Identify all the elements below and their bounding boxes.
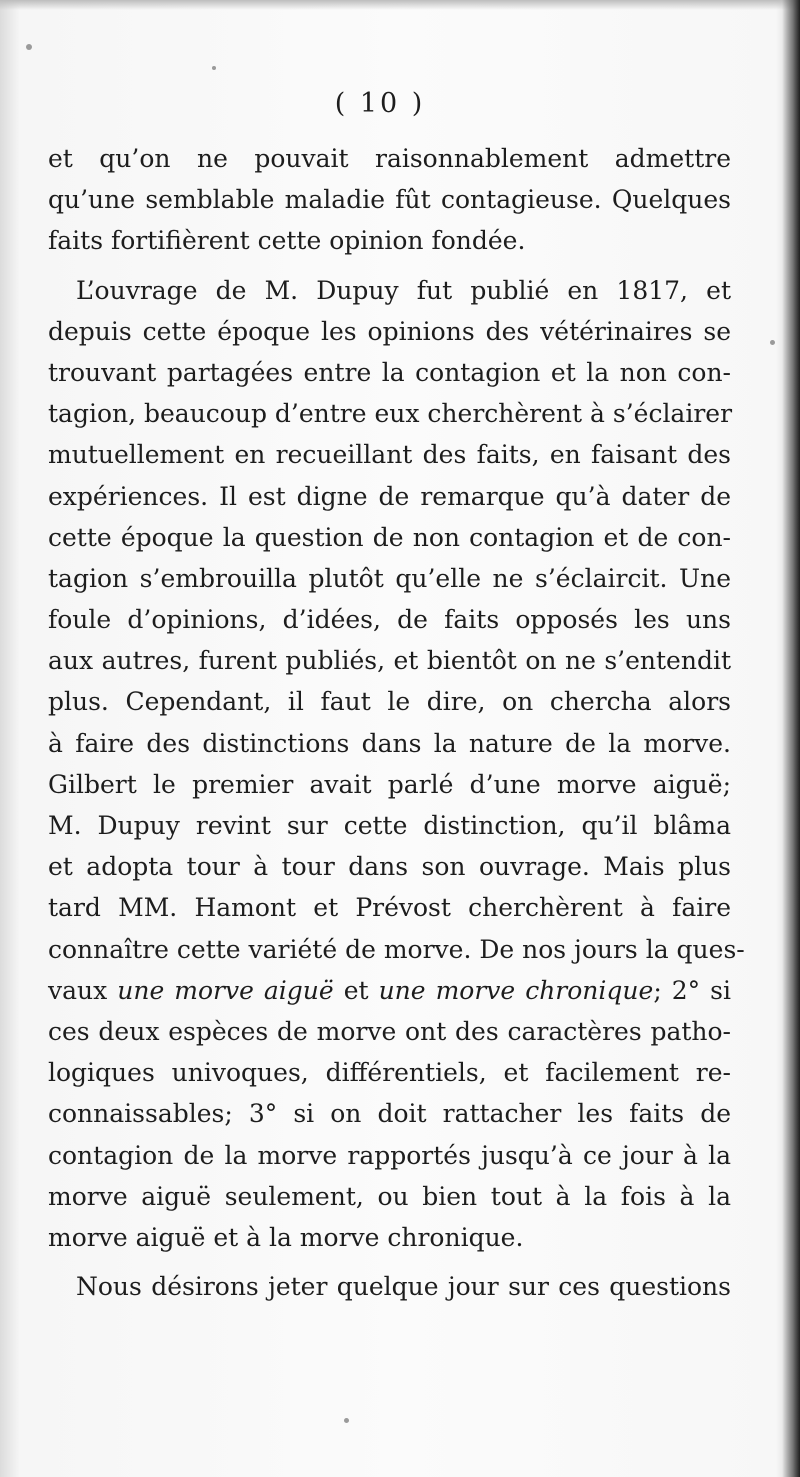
text-line: et qu’on ne pouvait raisonnablement admettre <box>48 144 731 173</box>
text-line: morve aiguë seulement, ou bien tout à la fois à la <box>48 1181 731 1211</box>
italic-term: une morve aiguë <box>117 975 334 1005</box>
text-line: tagion, beaucoup d’entre eux cherchèrent à s’éclairer <box>48 399 733 429</box>
text-line: contagion de la morve rapportés jusqu’à ce jour à la <box>48 1140 731 1170</box>
text-line: morve aiguë et à la morve chronique. <box>48 1222 524 1252</box>
paper-speck <box>344 1418 349 1423</box>
paper-speck <box>770 340 775 345</box>
text-line: faits fortifièrent cette opinion fondée. <box>48 226 526 256</box>
text-line: à faire des distinctions dans la nature de la morve. <box>48 728 731 758</box>
text-line: connaître cette variété de morve. De nos jours la ques- <box>48 934 745 964</box>
text-line: L’ouvrage de M. Dupuy fut publié en 1817, et <box>76 275 731 305</box>
text-line: foule d’opinions, d’idées, de faits opposés les uns <box>48 605 731 635</box>
text-line: mutuellement en recueillant des faits, en faisant des <box>48 440 731 470</box>
italic-term: une morve chronique <box>378 975 654 1005</box>
text-line: et adopta tour à tour dans son ouvrage. Mais plus <box>48 852 731 882</box>
text-line <box>48 970 731 1011</box>
text-line: cette époque la question de non contagion et de con- <box>48 522 731 552</box>
text-line: tard MM. Hamont et Prévost cherchèrent à faire <box>48 893 731 923</box>
text-line: aux autres, furent publiés, et bientôt on ne s’entendit <box>48 646 731 676</box>
text-run: ; 2° si <box>653 975 731 1005</box>
text-line: connaissables; 3° si on doit rattacher les faits de <box>48 1099 731 1129</box>
text-line: trouvant partagées entre la contagion et la non con- <box>48 357 731 387</box>
text-line: tagion s’embrouilla plutôt qu’elle ne s’éclaircit. Une <box>48 563 731 593</box>
text-line: Nous désirons jeter quelque jour sur ces questions <box>76 1272 731 1302</box>
body-text <box>48 138 745 1307</box>
text-run: vaux <box>48 975 118 1005</box>
text-line: plus. Cependant, il faut le dire, on chercha alors <box>48 687 731 717</box>
paper-speck <box>26 44 32 50</box>
page-gutter-shadow <box>782 0 800 1477</box>
text-run: et <box>333 975 379 1005</box>
text-line: depuis cette époque les opinions des vétérinaires se <box>48 316 731 346</box>
text-line: logiques univoques, différentiels, et facilement re- <box>48 1058 731 1088</box>
paper-speck <box>212 66 216 70</box>
page-number: ( 10 ) <box>334 88 426 119</box>
text-line: ces deux espèces de morve ont des caractères patho- <box>48 1016 731 1046</box>
page-top-shadow <box>0 0 800 10</box>
text-line: Gilbert le premier avait parlé d’une morve aiguë; <box>48 769 731 799</box>
text-line: M. Dupuy revint sur cette distinction, qu’il blâma <box>48 811 731 840</box>
text-line: expériences. Il est digne de remarque qu’à dater de <box>48 481 731 511</box>
text-line: qu’une semblable maladie fût contagieuse. Quelques <box>48 185 731 215</box>
